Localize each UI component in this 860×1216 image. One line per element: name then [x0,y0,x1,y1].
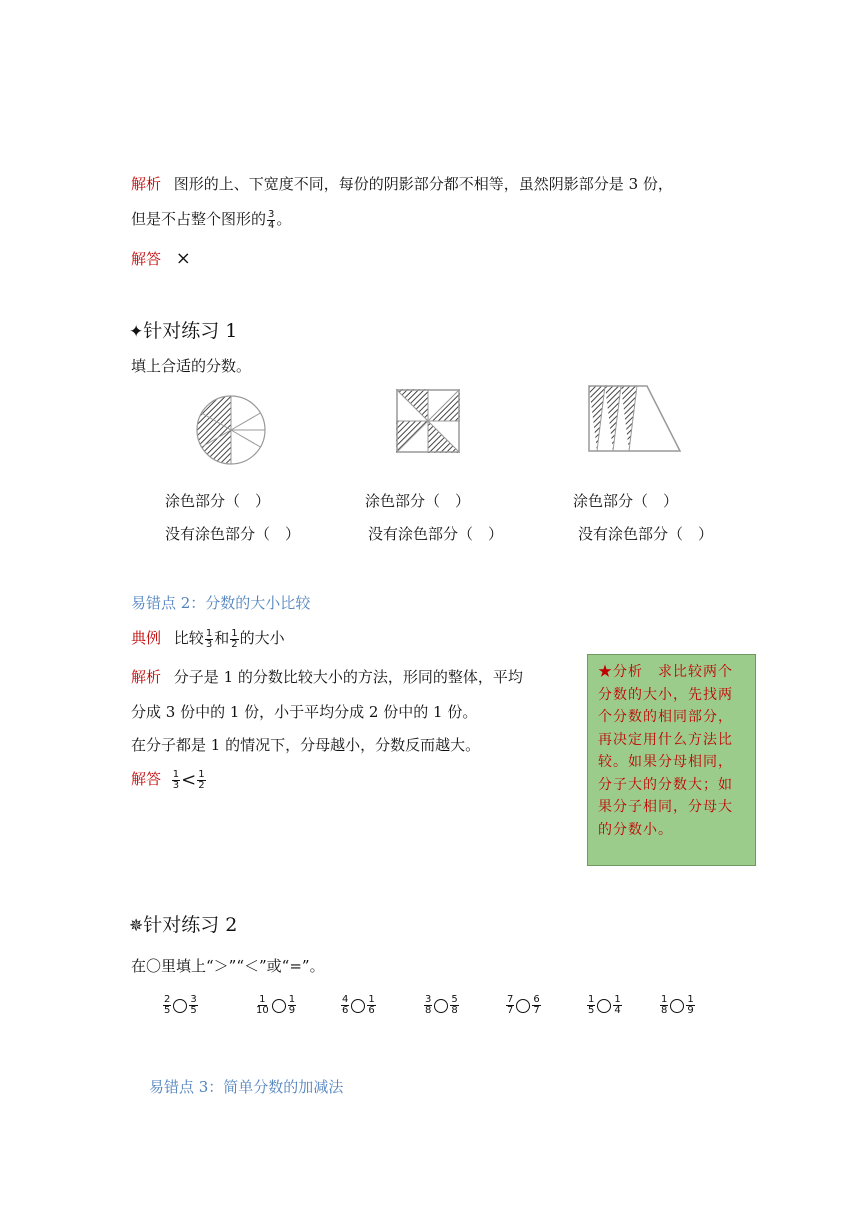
practice1-instruction: 填上合适的分数。 [131,357,252,375]
answer-label: 解答 [131,770,162,788]
shaded-label-1: 涂色部分（ ） [165,492,271,510]
analysis-text-prefix: 但是不占整个图形的 [131,210,267,228]
blank-circle[interactable] [434,999,448,1013]
compare-item-1: $\frac{2}{5}$ $\frac{3}{5}$ [164,994,197,1016]
analysis-text: 图形的上、下宽度不同，每份的阴影部分都不相等，虽然阴影部分是 3 份， [173,175,673,193]
fraction: $\frac{1}{3}$ [172,768,180,791]
blank-circle[interactable] [173,999,187,1013]
analysis-label: 解析 [131,668,162,686]
answer-label: 解答 [131,250,162,268]
analysis-text-suffix: 。 [276,210,292,228]
answer2 [131,768,207,791]
fraction: $\frac{1}{2}$ [198,768,205,791]
compare-item-4: $\frac{3}{8}$ $\frac{5}{8}$ [425,994,458,1016]
analysis-note-box [587,654,756,866]
compare-item-2: $\frac{1}{10}$ $\frac{1}{9}$ [256,994,296,1016]
compare-item-3: $\frac{4}{6}$ $\frac{1}{6}$ [342,994,375,1016]
trapezoid-figure [585,385,683,453]
practice2-instruction: 在〇里填上“＞”“＜”或“=”。 [131,957,325,975]
practice1-title: ✦针对练习 1 [129,320,238,342]
analysis1-line2 [131,208,291,231]
compare-item-5: $\frac{7}{7}$ $\frac{6}{7}$ [507,994,540,1016]
compare-item-7: $\frac{1}{8}$ $\frac{1}{9}$ [661,994,694,1016]
unshaded-label-3: 没有涂色部分（ ） [578,525,714,543]
fraction: $\frac{1}{2}$ [231,627,238,650]
example-label: 典例 [131,629,162,647]
example-line: 典例 比较 $\frac{1}{3}$ 和 $\frac{1}{2}$ 的大小 [131,627,285,650]
answer-value: × [175,248,191,269]
answer1 [131,248,191,269]
compare-item-6: $\frac{1}{5}$ $\frac{1}{4}$ [588,994,621,1016]
note-text: 分析 求比较两个分数的大小，先找两个分数的相同部分，再决定用什么方法比较。如果分母相同，分子大的分数大；如果分子相同，分母大的分数小。 [598,664,733,838]
unshaded-label-1: 没有涂色部分（ ） [165,525,301,543]
square-figure [396,389,460,453]
analysis2-line3: 在分子都是 1 的情况下，分母越小，分数反而越大。 [131,736,481,754]
analysis-text: 分子是 1 的分数比较大小的方法，形同的整体，平均 [173,668,523,686]
fraction: $\frac{3}{4}$ [268,208,275,231]
blank-circle[interactable] [597,999,611,1013]
blank-circle[interactable] [351,999,365,1013]
analysis-label: 解析 [131,175,162,193]
star-burst-icon: ✵ [129,916,144,936]
analysis2-line1 [131,666,523,687]
error-point-3-title: 易错点 3：简单分数的加减法 [149,1078,344,1096]
unshaded-label-2: 没有涂色部分（ ） [368,525,504,543]
shaded-label-2: 涂色部分（ ） [365,492,471,510]
practice2-title: ✵针对练习 2 [129,914,238,936]
error-point-2-title: 易错点 2：分数的大小比较 [131,594,311,612]
blank-circle[interactable] [516,999,530,1013]
analysis2-line2: 分成 3 份中的 1 份，小于平均分成 2 份中的 1 份。 [131,703,478,721]
analysis1-line1 [131,173,673,194]
circle-figure [194,393,268,467]
shaded-label-3: 涂色部分（ ） [573,492,679,510]
fraction: $\frac{1}{3}$ [205,627,213,650]
star-icon: ★ [598,664,613,680]
blank-circle[interactable] [670,999,684,1013]
less-than-sign: < [181,769,197,791]
blank-circle[interactable] [272,999,286,1013]
sparkle-icon: ✦ [129,322,144,342]
